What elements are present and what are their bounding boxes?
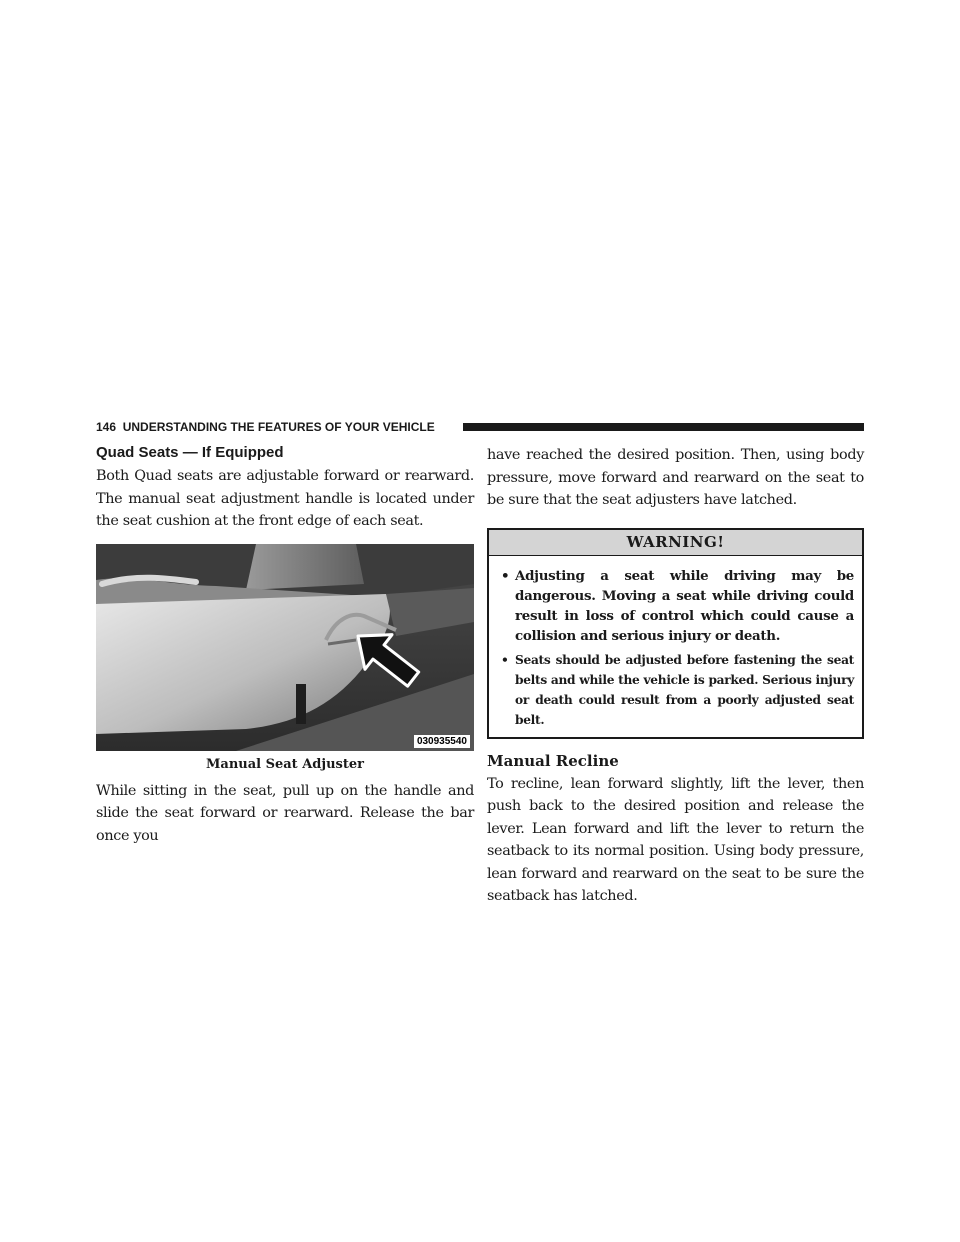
seat-adjuster-illustration: [96, 544, 474, 751]
quad-seats-body-right: have reached the desired position. Then, using body pressure, move forward and rearward on the seat to be sure that the seat adjusters have latched.: [487, 447, 864, 508]
figure-code: 030935540: [414, 735, 470, 748]
warning-title: WARNING!: [489, 530, 862, 556]
section-title: UNDERSTANDING THE FEATURES OF YOUR VEHICLE: [122, 420, 435, 434]
manual-recline-body: To recline, lean forward slightly, lift the lever, then push back to the desired position and release the lever. Lean forward and lift the lever to return the seatback to its normal position. Using body pressure, lean forward and rearward on the seat to be sure the seatback has latched.: [487, 775, 864, 904]
bullet-icon: •: [501, 652, 509, 667]
left-column: [96, 444, 474, 847]
seat-adjuster-figure: [96, 544, 474, 751]
warning-item-text: Seats should be adjusted before fastening the seat belts and while the vehicle is parked. Serious injury or death could result from a poorly adjusted seat belt.: [515, 652, 854, 727]
warning-list: [489, 556, 862, 737]
warning-item-text: Adjusting a seat while driving may be dangerous. Moving a seat while driving could result in loss of control which could cause a collision and serious injury or death.: [515, 567, 854, 644]
bullet-icon: •: [501, 567, 510, 584]
manual-recline-heading: Manual Recline: [487, 751, 619, 770]
warning-item: [501, 566, 854, 646]
page-number: 146: [96, 420, 117, 434]
warning-box: [487, 528, 864, 739]
header-label: [96, 419, 435, 435]
quad-seats-intro: Both Quad seats are adjustable forward or rearward. The manual seat adjustment handle is located under the seat cushion at the front edge of each seat.: [96, 468, 474, 529]
header-rule: [463, 423, 864, 431]
figure-caption: Manual Seat Adjuster: [206, 756, 364, 772]
quad-seats-heading: Quad Seats — If Equipped: [96, 444, 284, 461]
quad-seats-body-left: While sitting in the seat, pull up on the handle and slide the seat forward or rearward. Release the bar once you: [96, 782, 474, 844]
warning-item: [501, 650, 854, 730]
right-column: [487, 444, 864, 908]
page-header: [96, 419, 864, 435]
